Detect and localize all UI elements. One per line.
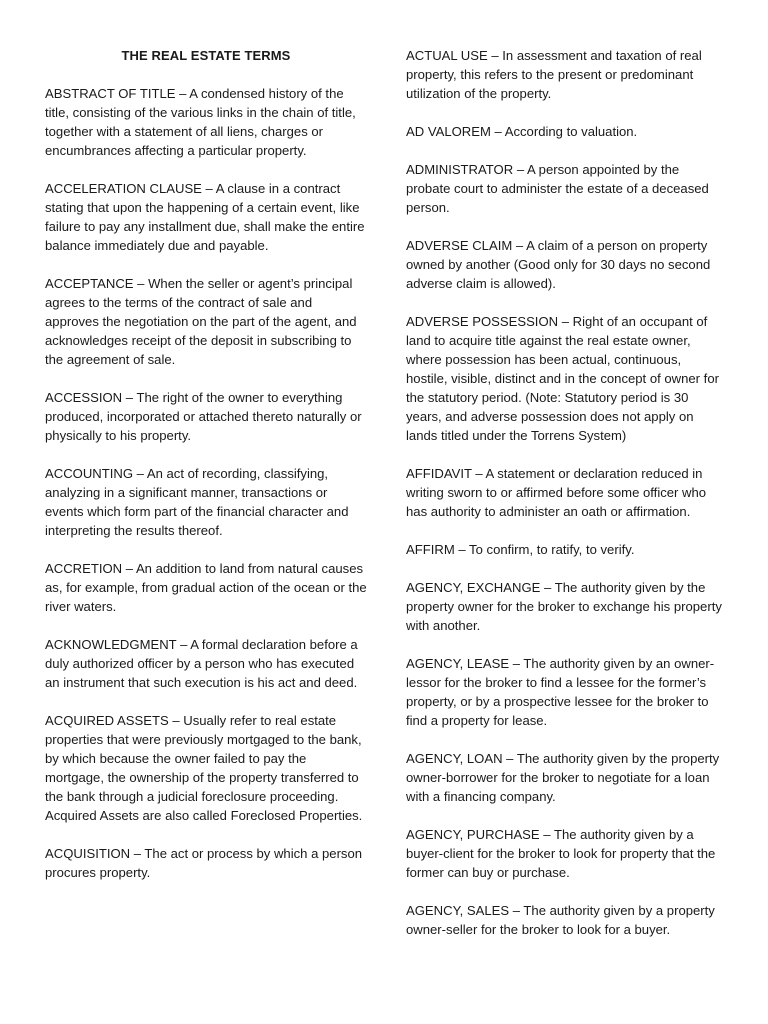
term-accession <box>45 388 367 445</box>
term-acquired-assets <box>45 711 367 825</box>
right-column <box>406 46 726 958</box>
term-text: ACQUIRED ASSETS – Usually refer to real estate properties that were previously mortgaged to the bank, by which because the owner failed to pay the mortgage, the ownership of the property transferred to the bank through a judicial foreclosure proceeding. Acquired Assets are also called Foreclosed Properties. <box>45 713 363 823</box>
term-text: AFFIRM – To confirm, to ratify, to verify. <box>406 542 635 557</box>
term-acceptance <box>45 274 367 369</box>
term-text: AGENCY, PURCHASE – The authority given by a buyer-client for the broker to look for property that the former can buy or purchase. <box>406 827 716 880</box>
term-adverse-claim <box>406 236 726 293</box>
term-affidavit <box>406 464 726 521</box>
term-accretion <box>45 559 367 616</box>
term-text: AGENCY, SALES – The authority given by a property owner-seller for the broker to look for a buyer. <box>406 903 715 937</box>
term-agency-loan <box>406 749 726 806</box>
term-text: ACCRETION – An addition to land from natural causes as, for example, from gradual action of the ocean or the river waters. <box>45 561 367 614</box>
term-text: ACKNOWLEDGMENT – A formal declaration before a duly authorized officer by a person who has executed an instrument that such execution is his act and deed. <box>45 637 358 690</box>
left-column <box>45 46 367 901</box>
term-agency-sales <box>406 901 726 939</box>
term-affirm <box>406 540 726 559</box>
term-text: ADMINISTRATOR – A person appointed by the probate court to administer the estate of a deceased person. <box>406 162 709 215</box>
term-actual-use <box>406 46 726 103</box>
term-abstract-of-title <box>45 84 367 160</box>
term-text: AGENCY, LOAN – The authority given by the property owner-borrower for the broker to negotiate for a loan with a financing company. <box>406 751 720 804</box>
term-agency-exchange <box>406 578 726 635</box>
term-adverse-possession <box>406 312 726 445</box>
term-acceleration-clause <box>45 179 367 255</box>
term-text: AD VALOREM – According to valuation. <box>406 124 638 139</box>
term-text: ACTUAL USE – In assessment and taxation of real property, this refers to the present or predominant utilization of the property. <box>406 48 702 101</box>
term-text: ACQUISITION – The act or process by which a person procures property. <box>45 846 363 880</box>
term-text: ADVERSE CLAIM – A claim of a person on property owned by another (Good only for 30 days no second adverse claim is allowed). <box>406 238 711 291</box>
term-acknowledgment <box>45 635 367 692</box>
term-text: AGENCY, EXCHANGE – The authority given by the property owner for the broker to exchange his property with another. <box>406 580 722 633</box>
term-text: AFFIDAVIT – A statement or declaration reduced in writing sworn to or affirmed before some officer who has authority to administer an oath or affirmation. <box>406 466 707 519</box>
term-agency-lease <box>406 654 726 730</box>
term-text: ACCELERATION CLAUSE – A clause in a contract stating that upon the happening of a certain event, like failure to pay any installment due, shall make the entire balance immediately due and payable. <box>45 181 365 253</box>
page-title: THE REAL ESTATE TERMS <box>121 48 291 63</box>
term-administrator <box>406 160 726 217</box>
term-text: ACCOUNTING – An act of recording, classifying, analyzing in a significant manner, transactions or events which form part of the financial character and interpreting the results thereof. <box>45 466 349 538</box>
term-ad-valorem <box>406 122 726 141</box>
term-accounting <box>45 464 367 540</box>
term-acquisition <box>45 844 367 882</box>
term-text: ACCEPTANCE – When the seller or agent’s principal agrees to the terms of the contract of sale and approves the negotiation on the part of the agent, and acknowledges receipt of the deposit in subscribing to the agreement of sale. <box>45 276 357 367</box>
term-agency-purchase <box>406 825 726 882</box>
term-text: ADVERSE POSSESSION – Right of an occupant of land to acquire title against the real estate owner, where possession has been actual, continuous, hostile, visible, distinct and in the concept of owner for the statutory period. (Note: Statutory period is 30 years, and adverse possession does not apply on lands titled under the Torrens System) <box>406 314 719 443</box>
term-text: AGENCY, LEASE – The authority given by an owner-lessor for the broker to find a lessee for the former’s property, or by a prospective lessee for the broker to find a property for lease. <box>406 656 715 728</box>
term-text: ABSTRACT OF TITLE – A condensed history of the title, consisting of the various links in the chain of title, together with a statement of all liens, charges or encumbrances affecting a particular property. <box>45 86 356 158</box>
term-text: ACCESSION – The right of the owner to everything produced, incorporated or attached thereto naturally or physically to his property. <box>45 390 362 443</box>
